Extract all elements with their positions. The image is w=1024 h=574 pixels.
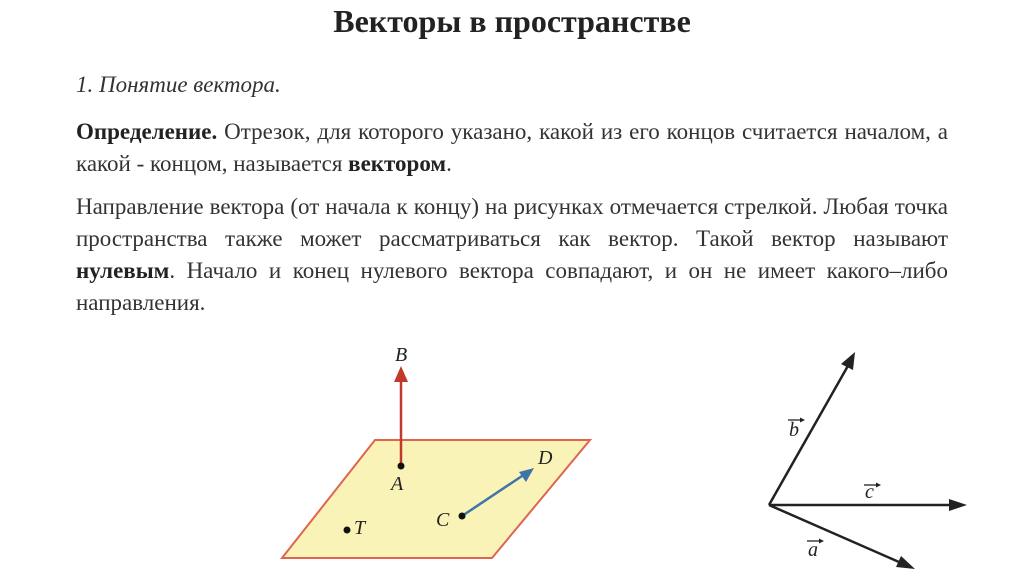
definition-paragraph xyxy=(76,116,948,180)
label-a-arrowhead xyxy=(819,539,824,544)
point-c xyxy=(459,513,466,520)
label-b-arrowhead xyxy=(800,418,805,423)
label-b: b xyxy=(789,419,799,441)
label-c: c xyxy=(865,481,874,503)
label-c-arrowhead xyxy=(876,483,881,488)
definition-lead: Определение. xyxy=(76,119,218,144)
direction-text-start: Направление вектора (от начала к концу) на рисунках отмечается стрелкой. Любая точка пространства также может рассматриваться как вектор. Такой вектор называют xyxy=(76,194,948,251)
vector-a xyxy=(769,505,899,562)
label-t: T xyxy=(354,517,366,539)
label-d: D xyxy=(538,447,553,469)
section-subtitle: 1. Понятие вектора. xyxy=(76,72,281,97)
vector-b xyxy=(769,364,849,505)
direction-text-end: . Начало и конец нулевого вектора совпадают, и он не имеет какого–либо направления. xyxy=(76,258,948,315)
label-b: B xyxy=(395,344,408,366)
point-t xyxy=(344,527,351,534)
definition-text-end: . xyxy=(446,151,452,176)
plane-figure xyxy=(270,336,620,574)
page-title: Векторы в пространстве xyxy=(333,3,691,39)
definition-text-start: Отрезок, для которого указано, какой из его концов считается началом, а какой - концом, называется xyxy=(76,119,948,176)
vector-a-arrowhead xyxy=(896,556,915,569)
direction-paragraph xyxy=(76,191,948,319)
vector-ab-arrowhead xyxy=(394,366,408,382)
vectors-figure xyxy=(745,340,1005,574)
zero-vector-term: нулевым xyxy=(76,258,170,283)
point-a xyxy=(398,463,405,470)
vector-b-arrowhead xyxy=(841,352,855,370)
label-c: C xyxy=(436,509,450,531)
definition-term: вектором xyxy=(348,151,447,176)
label-a: A xyxy=(391,473,404,495)
vector-c-arrowhead xyxy=(949,499,967,511)
label-a: a xyxy=(808,539,818,561)
